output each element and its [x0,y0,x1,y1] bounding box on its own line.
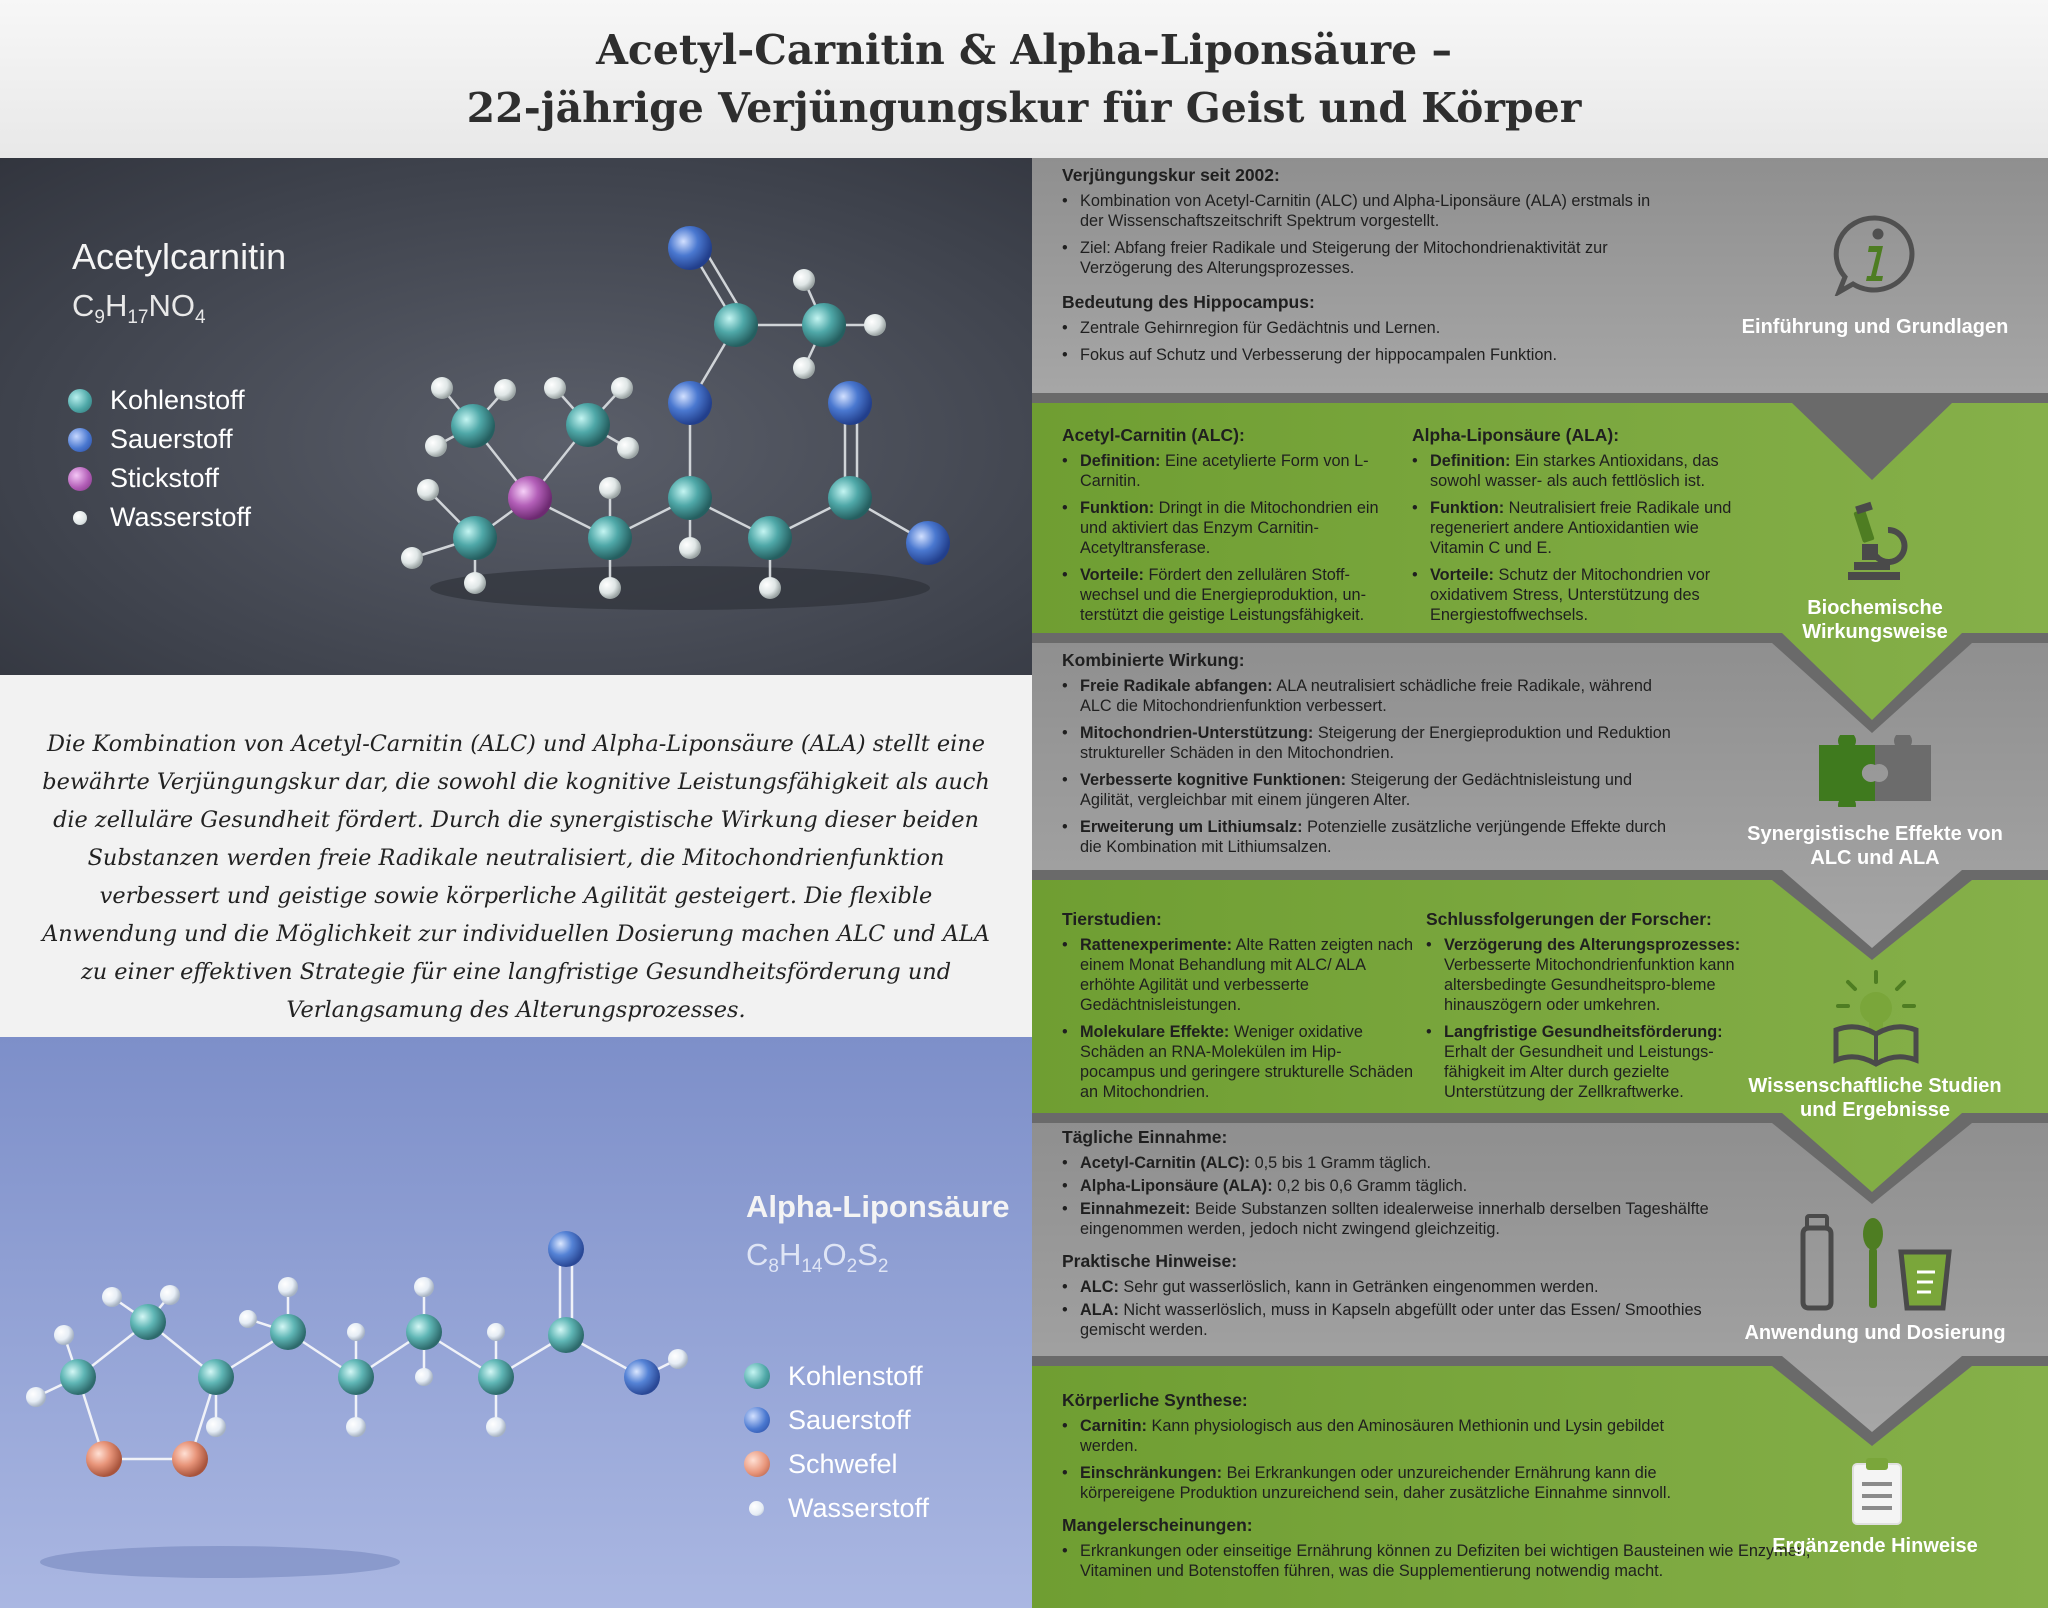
formula-part: NO [148,288,195,323]
oxygen-dot-icon [744,1407,770,1433]
item-key: Langfristige Gesundheitsförderung: [1444,1023,1723,1041]
alpha-liponsaeure-formula [746,1237,888,1278]
item-key: Funktion: [1430,499,1505,517]
list-item [1062,1463,1702,1503]
oxygen-dot-icon [68,428,92,452]
microscope-icon [1836,500,1916,584]
section-alc-text [1062,425,1402,632]
list-item [1062,451,1402,491]
item-value: Sehr gut wasserlöslich, kann in Getränken eingenommen werden. [1118,1278,1599,1296]
list-item [1426,1022,1756,1102]
hydrogen-dot-icon [73,511,87,525]
nitrogen-dot-icon [68,467,92,491]
item-value: Bei Erkrankungen oder unzureichender Ernährung kann die körpereigene Produktion unzureichend sein, daher zusätzliche Einnahme sinnvoll. [1080,1464,1672,1502]
legend-item [744,1442,929,1486]
list-item [1062,1022,1414,1102]
title-line-1: Acetyl-Carnitin & Alpha-Liponsäure – [596,26,1452,74]
bullet-list [1062,451,1402,625]
item-key: Molekulare Effekte: [1080,1023,1230,1041]
list-item: • Kombination von Acetyl-Carnitin (ALC) und Alpha-Liponsäure (ALA) erstmals in der Wissenschaftszeitschrift Spektrum vorgestellt. [1062,191,1662,231]
legend-item [744,1354,929,1398]
item-key: Funktion: [1080,499,1155,517]
list-item [1062,770,1682,810]
item-value: ALA neutralisiert schädliche freie Radikale, während ALC die Mitochondrienfunktion verbessert. [1080,677,1652,715]
legend-label: Kohlenstoff [788,1360,923,1391]
item-value: Beide Substanzen sollten idealerweise innerhalb derselben Tageshälfte eingenommen werden, jedoch nicht zwingend gleichzeitig. [1080,1200,1709,1238]
section-heading: Praktische Hinweise: [1062,1251,1238,1271]
item-key: Acetyl-Carnitin (ALC): [1080,1154,1251,1172]
list-item [1062,723,1682,763]
item-key: Vorteile: [1080,566,1144,584]
bullet-list [1062,318,1662,365]
legend-label: Schwefel [788,1448,898,1479]
item-value: Dringt in die Mitochondrien ein und aktiviert das Enzym Carnitin-Acetyltransferase. [1080,499,1379,557]
list-item [1062,498,1402,558]
section-heading: Mangelerscheinungen: [1062,1515,1253,1535]
item-value: Steigerung der Gedächtnisleistung und Agilität, vergleichbar mit einem jüngeren Alter. [1080,771,1633,809]
item-key: Einnahmezeit: [1080,1200,1191,1218]
legend-item [68,420,251,459]
item-key: Definition: [1430,452,1511,470]
item-value: Fördert den zellulären Stoff-wechsel und die Energieproduktion, un-terstützt die geistige Leistungsfähigkeit. [1080,566,1367,624]
item-key: Freie Radikale abfangen: [1080,677,1273,695]
list-item [1062,817,1682,857]
section-heading: Tierstudien: [1062,909,1162,929]
list-item [1062,676,1682,716]
list-item [1062,1300,1712,1340]
section-heading: Kombinierte Wirkung: [1062,650,1245,670]
list-item [1412,565,1757,625]
alpha-liponsaeure-name: Alpha-Liponsäure [746,1189,1010,1224]
item-key: Verzögerung des Alterungsprozesses: [1444,936,1741,954]
item-key: Einschränkungen: [1080,1464,1223,1482]
section-label-intro: Einführung und Grundlagen [1741,316,2009,338]
bullet-list [1062,935,1414,1102]
sulfur-dot-icon [744,1451,770,1477]
legend-item [68,459,251,498]
legend-item [744,1398,929,1442]
item-value: 0,5 bis 1 Gramm täglich. [1250,1154,1432,1172]
item-key: ALC: [1080,1278,1119,1296]
bullet-list [1062,676,1682,857]
list-item [1062,1176,1712,1196]
section-synergy-text [1062,650,1682,864]
bullet-list [1062,1277,1712,1340]
item-key: Vorteile: [1430,566,1494,584]
formula-part: H [778,1237,802,1272]
item-key: Carnitin: [1080,1417,1147,1435]
formula-subscript: 17 [127,307,149,329]
formula-subscript: 2 [846,1256,858,1278]
title-line-2: 22-jährige Verjüngungskur für Geist und Körper [466,84,1582,132]
section-label-synergy: Synergistische Effekte von ALC und ALA [1747,823,2003,869]
list-item [1062,935,1414,1015]
item-value: Schutz der Mitochondrien vor oxidativem Stress, Unterstützung des Energiestoffwechsels. [1430,566,1711,624]
list-item [1062,1416,1702,1456]
alpha-liponsaeure-molecule-icon [20,1177,700,1597]
section-label-biochem: Biochemische Wirkungsweise [1802,597,1948,643]
item-value: Neutralisiert freie Radikale und regeneriert andere Antioxidantien wie Vitamin C und E. [1430,499,1732,557]
list-item [1412,451,1757,491]
hydrogen-dot-icon [749,1501,764,1516]
section-heading: Alpha-Liponsäure (ALA): [1412,425,1620,445]
legend-label: Stickstoff [110,463,220,493]
page-title [0,0,2048,158]
acetylcarnitin-panel [0,158,1032,675]
alpha-liponsaeure-panel [0,1037,1032,1608]
section-heading: Tägliche Einnahme: [1062,1127,1228,1147]
section-label-notes: Ergänzende Hinweise [1772,1535,1978,1557]
list-item [1062,1153,1712,1173]
info-icon [1833,214,1917,296]
item-value: Ein starkes Antioxidans, das sowohl wasser- als auch fettlöslich ist. [1430,452,1719,490]
acetylcarnitin-formula [72,288,206,329]
section-heading: Acetyl-Carnitin (ALC): [1062,425,1245,445]
list-item [1062,1277,1712,1297]
item-value: Steigerung der Energieproduktion und Reduktion struktureller Schäden in den Mitochondrien. [1080,724,1671,762]
list-item [1062,565,1402,625]
item-key: Rattenexperimente: [1080,936,1233,954]
legend-label: Sauerstoff [110,424,233,454]
bullet-list [1426,935,1756,1102]
book-lightbulb-icon [1826,968,1926,1068]
list-item: • Zentrale Gehirnregion für Gedächtnis und Lernen. [1062,318,1662,338]
item-value: 0,2 bis 0,6 Gramm täglich. [1272,1177,1468,1195]
list-item [1062,1199,1712,1239]
section-label-dosage: Anwendung und Dosierung [1744,1322,2006,1344]
legend-item [68,498,251,537]
item-key: Mitochondrien-Unterstützung: [1080,724,1314,742]
list-item: • Erkrankungen oder einseitige Ernährung können zu Defiziten bei wichtigen Bausteinen wie Enzymen, Vitaminen und Botenstoffen führen, was die Supplementierung notwendig macht. [1062,1541,1842,1581]
formula-subscript: 4 [195,307,206,329]
section-heading: Körperliche Synthese: [1062,1390,1248,1410]
section-heading: Schlussfolgerungen der Forscher: [1426,909,1712,929]
formula-part: C [746,1237,769,1272]
item-key: Alpha-Liponsäure (ALA): [1080,1177,1273,1195]
item-value: Nicht wasserlöslich, muss in Kapseln abgefüllt oder unter das Essen/ Smoothies gemischt werden. [1080,1301,1702,1339]
item-key: ALA: [1080,1301,1119,1319]
formula-subscript: 8 [768,1256,779,1278]
legend-label: Sauerstoff [788,1404,911,1435]
section-conclusions-text [1426,909,1756,1109]
formula-part: O [822,1237,847,1272]
clipboard-icon [1850,1456,1904,1526]
item-value: Verbesserte Mitochondrienfunktion kann altersbedingte Gesundheitspro-bleme hinauszögern oder umkehren. [1444,956,1735,1014]
puzzle-icon [1815,735,1935,807]
item-value: Weniger oxidative Schäden an RNA-Molekülen im Hip-pocampus und geringere strukturelle Schäden an Mitochondrien. [1080,1023,1414,1101]
formula-subscript: 2 [877,1256,889,1278]
formula-subscript: 14 [801,1256,823,1278]
carbon-dot-icon [744,1363,770,1389]
bullet-list [1062,191,1662,278]
alpha-liponsaeure-legend [744,1354,929,1530]
section-label-studies: Wissenschaftliche Studien und Ergebnisse [1748,1075,2002,1121]
list-item [1426,935,1756,1015]
list-item [1412,498,1757,558]
item-key: Definition: [1080,452,1161,470]
bottle-spoon-cup-icon [1795,1212,1955,1312]
item-value: Eine acetylierte Form von L-Carnitin. [1080,452,1369,490]
formula-part: S [857,1237,878,1272]
item-value: Kann physiologisch aus den Aminosäuren Methionin und Lysin gebildet werden. [1080,1417,1665,1455]
formula-subscript: 9 [94,307,105,329]
legend-label: Wasserstoff [788,1492,930,1523]
intro-paragraph: Die Kombination von Acetyl-Carnitin (ALC) und Alpha-Liponsäure (ALA) stellt eine bewährte Verjüngungskur dar, die sowohl die kognitive Leistungsfähigkeit als auch die zelluläre Gesundheit fördert. Durch die synergistische Wirkung dieser beiden Substanzen werden freie Radikale neutralisiert, die Mitochondrienfunktion verbessert und geistige sowie körperliche Agilität gesteigert. Die flexible Anwendung und die Möglichkeit zur individuellen Dosierung machen ALC und ALA zu einer effektiven Strategie für eine langfristige Gesundheitsförderung und Verlangsamung des Alterungsprozesses. [42,731,990,1023]
bullet-list [1062,1416,1842,1503]
legend-label: Wasserstoff [110,502,252,532]
legend-label: Kohlenstoff [110,385,245,415]
formula-part: H [104,288,128,323]
acetylcarnitin-molecule-icon [380,208,980,628]
list-item: • Fokus auf Schutz und Verbesserung der hippocampalen Funktion. [1062,345,1662,365]
bullet-list [1062,1541,1842,1581]
legend-item [68,381,251,420]
section-heading: Verjüngungskur seit 2002: [1062,165,1280,185]
carbon-dot-icon [68,389,92,413]
legend-item [744,1486,929,1530]
list-item: • Ziel: Abfang freier Radikale und Steigerung der Mitochondrienaktivität zur Verzögerung des Alterungsprozesses. [1062,238,1662,278]
acetylcarnitin-name: Acetylcarnitin [72,236,287,277]
bullet-list [1062,1153,1712,1239]
section-ala-text [1412,425,1757,632]
section-notes-text [1062,1390,1842,1588]
section-dosage-text [1062,1127,1712,1343]
formula-part: C [72,288,95,323]
item-value: Erhalt der Gesundheit und Leistungs-fähigkeit im Alter durch gezielte Unterstützung der Zellkraftwerke. [1444,1043,1714,1101]
item-value: Alte Ratten zeigten nach einem Monat Behandlung mit ALC/ ALA erhöhte Agilität und verbesserte Gedächtnisleistungen. [1080,936,1414,1014]
item-key: Erweiterung um Lithiumsalz: [1080,818,1303,836]
section-heading: Bedeutung des Hippocampus: [1062,292,1315,312]
bullet-list [1412,451,1757,625]
item-value: Potenzielle zusätzliche verjüngende Effekte durch die Kombination mit Lithiumsalzen. [1080,818,1667,856]
item-key: Verbesserte kognitive Funktionen: [1080,771,1346,789]
section-intro-text [1062,165,1662,372]
section-animal-studies-text [1062,909,1414,1109]
acetylcarnitin-legend [68,381,251,537]
